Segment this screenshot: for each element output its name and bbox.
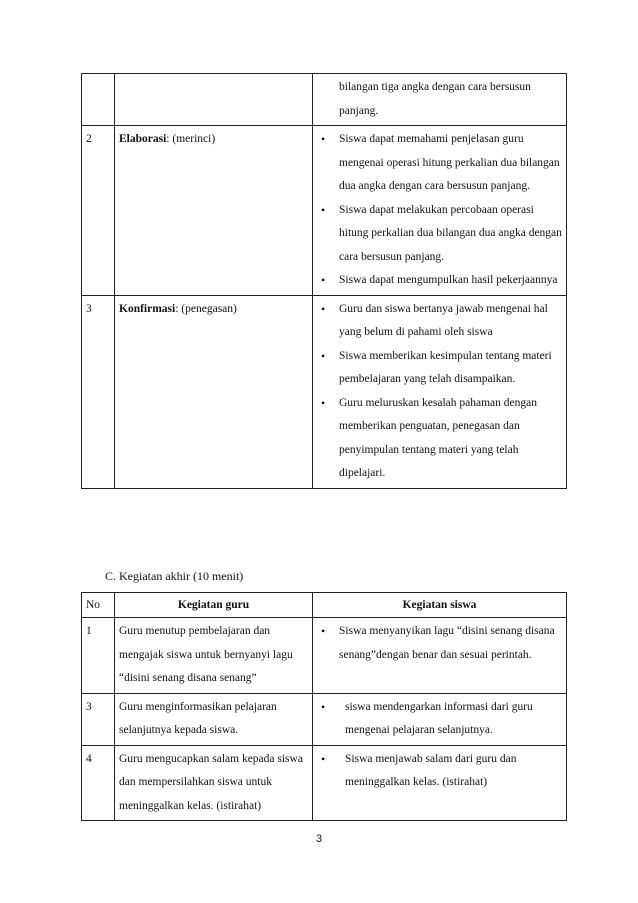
activity-title	[115, 295, 313, 488]
list-item: • Guru dan siswa bertanya jawab mengenai hal yang belum di pahami oleh siswa	[317, 298, 562, 345]
student-activity	[313, 618, 567, 694]
table-row	[82, 693, 567, 745]
teacher-activity: Guru mengucapkan salam kepada siswa dan mempersilahkan siswa untuk meninggalkan kelas. (istirahat)	[115, 745, 313, 821]
activity-description	[313, 74, 567, 126]
student-activity	[313, 693, 567, 745]
activity-title-note: : (penegasan)	[175, 302, 237, 315]
list-item: • Siswa dapat melakukan percobaan operasi hitung perkalian dua bilangan dua angka dengan cara bersusun panjang.	[317, 199, 562, 270]
table-header-row	[82, 593, 567, 618]
activity-table-main	[81, 73, 567, 489]
table-row	[82, 126, 567, 296]
list-item: • siswa mendengarkan informasi dari guru mengenai pelajaran selanjutnya.	[317, 696, 562, 743]
table-row	[82, 295, 567, 488]
column-header-guru: Kegiatan guru	[115, 593, 313, 618]
section-heading: C. Kegiatan akhir (10 menit)	[105, 569, 244, 583]
activity-title-bold: Elaborasi	[119, 133, 167, 145]
page-number: 3	[315, 833, 323, 845]
continuation-text: bilangan tiga angka dengan cara bersusun panjang.	[339, 81, 531, 117]
activity-title	[115, 126, 313, 296]
closing-activity-table	[81, 592, 567, 821]
teacher-activity: Guru menginformasikan pelajaran selanjutnya kepada siswa.	[115, 693, 313, 745]
row-number: 3	[82, 693, 115, 745]
row-number	[82, 74, 115, 126]
list-item: • Siswa menjawab salam dari guru dan meninggalkan kelas. (istirahat)	[317, 748, 562, 795]
activity-description	[313, 295, 567, 488]
list-item: • Siswa dapat memahami penjelasan guru mengenai operasi hitung perkalian dua bilangan dua angka dengan cara bersusun panjang.	[317, 128, 562, 199]
list-item: • Siswa memberikan kesimpulan tentang materi pembelajaran yang telah disampaikan.	[317, 345, 562, 392]
table-row	[82, 745, 567, 821]
teacher-activity: Guru menutup pembelajaran dan mengajak siswa untuk bernyanyi lagu “disini senang disana senang”	[115, 618, 313, 694]
table-row	[82, 618, 567, 694]
row-number: 1	[82, 618, 115, 694]
list-item: • Siswa menyanyikan lagu “disini senang disana senang”dengan benar dan sesuai perintah.	[317, 620, 562, 667]
row-number: 2	[82, 126, 115, 296]
table-row	[82, 74, 567, 126]
activity-title-bold: Konfirmasi	[119, 302, 176, 315]
activity-title	[115, 74, 313, 126]
list-item: • Siswa dapat mengumpulkan hasil pekerjaannya	[317, 269, 562, 293]
list-item: • Guru meluruskan kesalah pahaman dengan memberikan penguatan, penegasan dan penyimpulan tentang materi yang telah dipelajari.	[317, 392, 562, 486]
column-header-siswa: Kegiatan siswa	[313, 593, 567, 618]
activity-description	[313, 126, 567, 296]
student-activity	[313, 745, 567, 821]
activity-title-note: : (merinci)	[166, 133, 216, 145]
column-header-no: No	[82, 593, 115, 618]
row-number: 3	[82, 295, 115, 488]
row-number: 4	[82, 745, 115, 821]
